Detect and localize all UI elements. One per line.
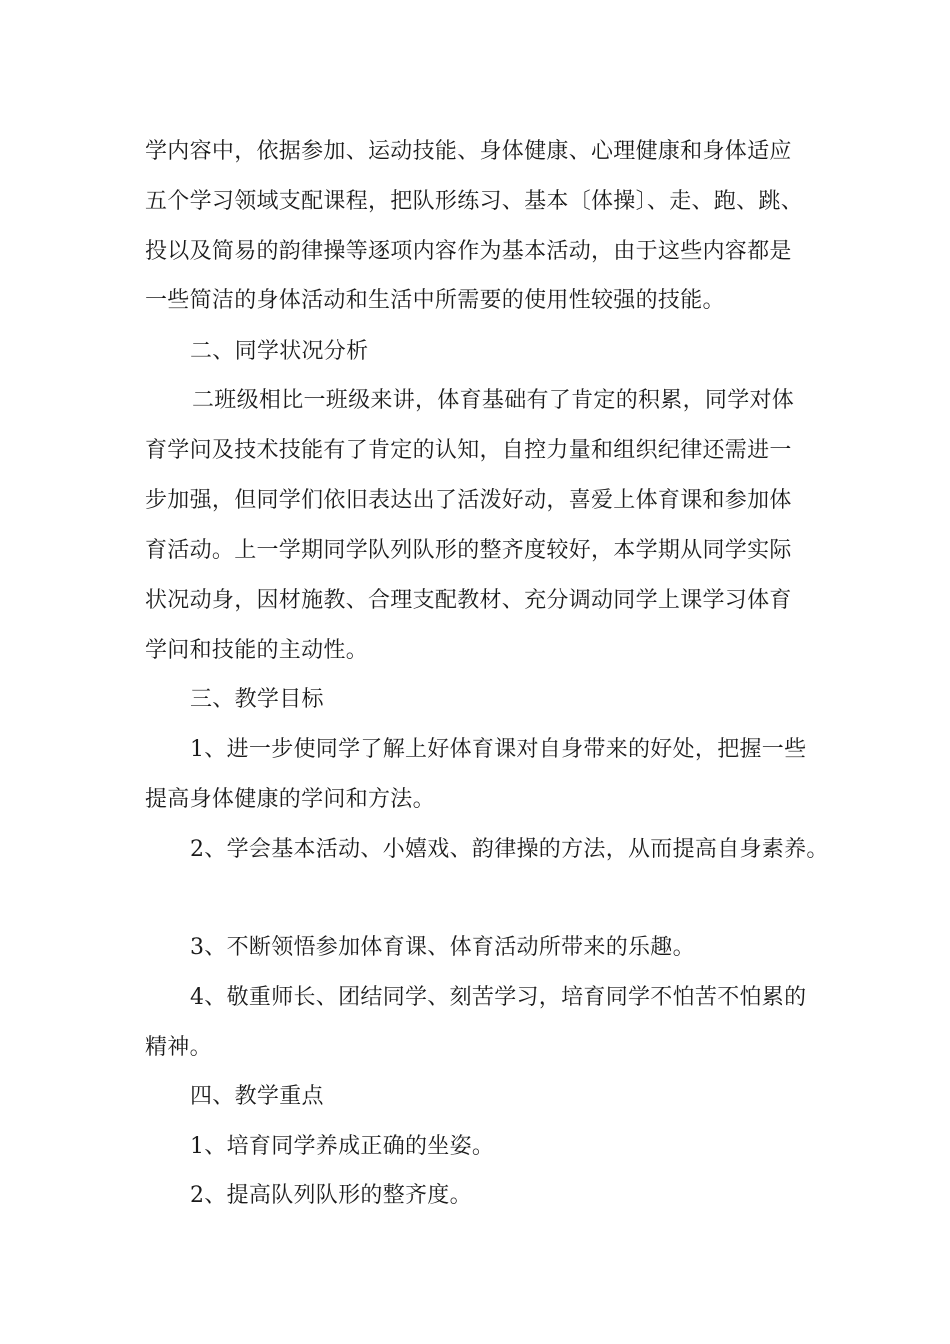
paragraph-line: 步加强，但同学们依旧表达出了活泼好动，喜爱上体育课和参加体 (145, 488, 792, 513)
list-item: 4、敬重师长、团结同学、刻苦学习，培育同学不怕苦不怕累的 (190, 985, 807, 1010)
section-heading: 二、同学状况分析 (190, 339, 369, 364)
section-heading: 四、教学重点 (190, 1084, 324, 1109)
paragraph-line: 学内容中，依据参加、运动技能、身体健康、心理健康和身体适应 (145, 139, 792, 164)
paragraph-line: 状况动身，因材施教、合理支配教材、充分调动同学上课学习体育 (145, 588, 792, 613)
section-heading: 三、教学目标 (190, 687, 324, 712)
list-item: 1、进一步使同学了解上好体育课对自身带来的好处，把握一些 (190, 737, 807, 762)
list-item: 1、培育同学养成正确的坐姿。 (190, 1134, 495, 1159)
paragraph-line: 育学问及技术技能有了肯定的认知，自控力量和组织纪律还需进一 (145, 438, 792, 463)
paragraph-line: 二班级相比一班级来讲，体育基础有了肯定的积累，同学对体 (192, 388, 795, 413)
paragraph-line: 精神。 (145, 1035, 212, 1060)
paragraph-line: 五个学习领域支配课程，把队形练习、基本〔体操〕、走、跑、跳、 (145, 189, 804, 214)
list-item: 2、提高队列队形的整齐度。 (190, 1183, 472, 1208)
paragraph-line: 一些简洁的身体活动和生活中所需要的使用性较强的技能。 (145, 288, 725, 313)
paragraph-line: 提高身体健康的学问和方法。 (145, 787, 435, 812)
list-item: 3、不断领悟参加体育课、体育活动所带来的乐趣。 (190, 935, 695, 960)
paragraph-line: 育活动。上一学期同学队列队形的整齐度较好，本学期从同学实际 (145, 538, 792, 563)
paragraph-line: 投以及简易的韵律操等逐项内容作为基本活动，由于这些内容都是 (145, 239, 792, 264)
list-item: 2、学会基本活动、小嬉戏、韵律操的方法，从而提高自身素养。 (190, 837, 829, 862)
paragraph-line: 学问和技能的主动性。 (145, 638, 369, 663)
